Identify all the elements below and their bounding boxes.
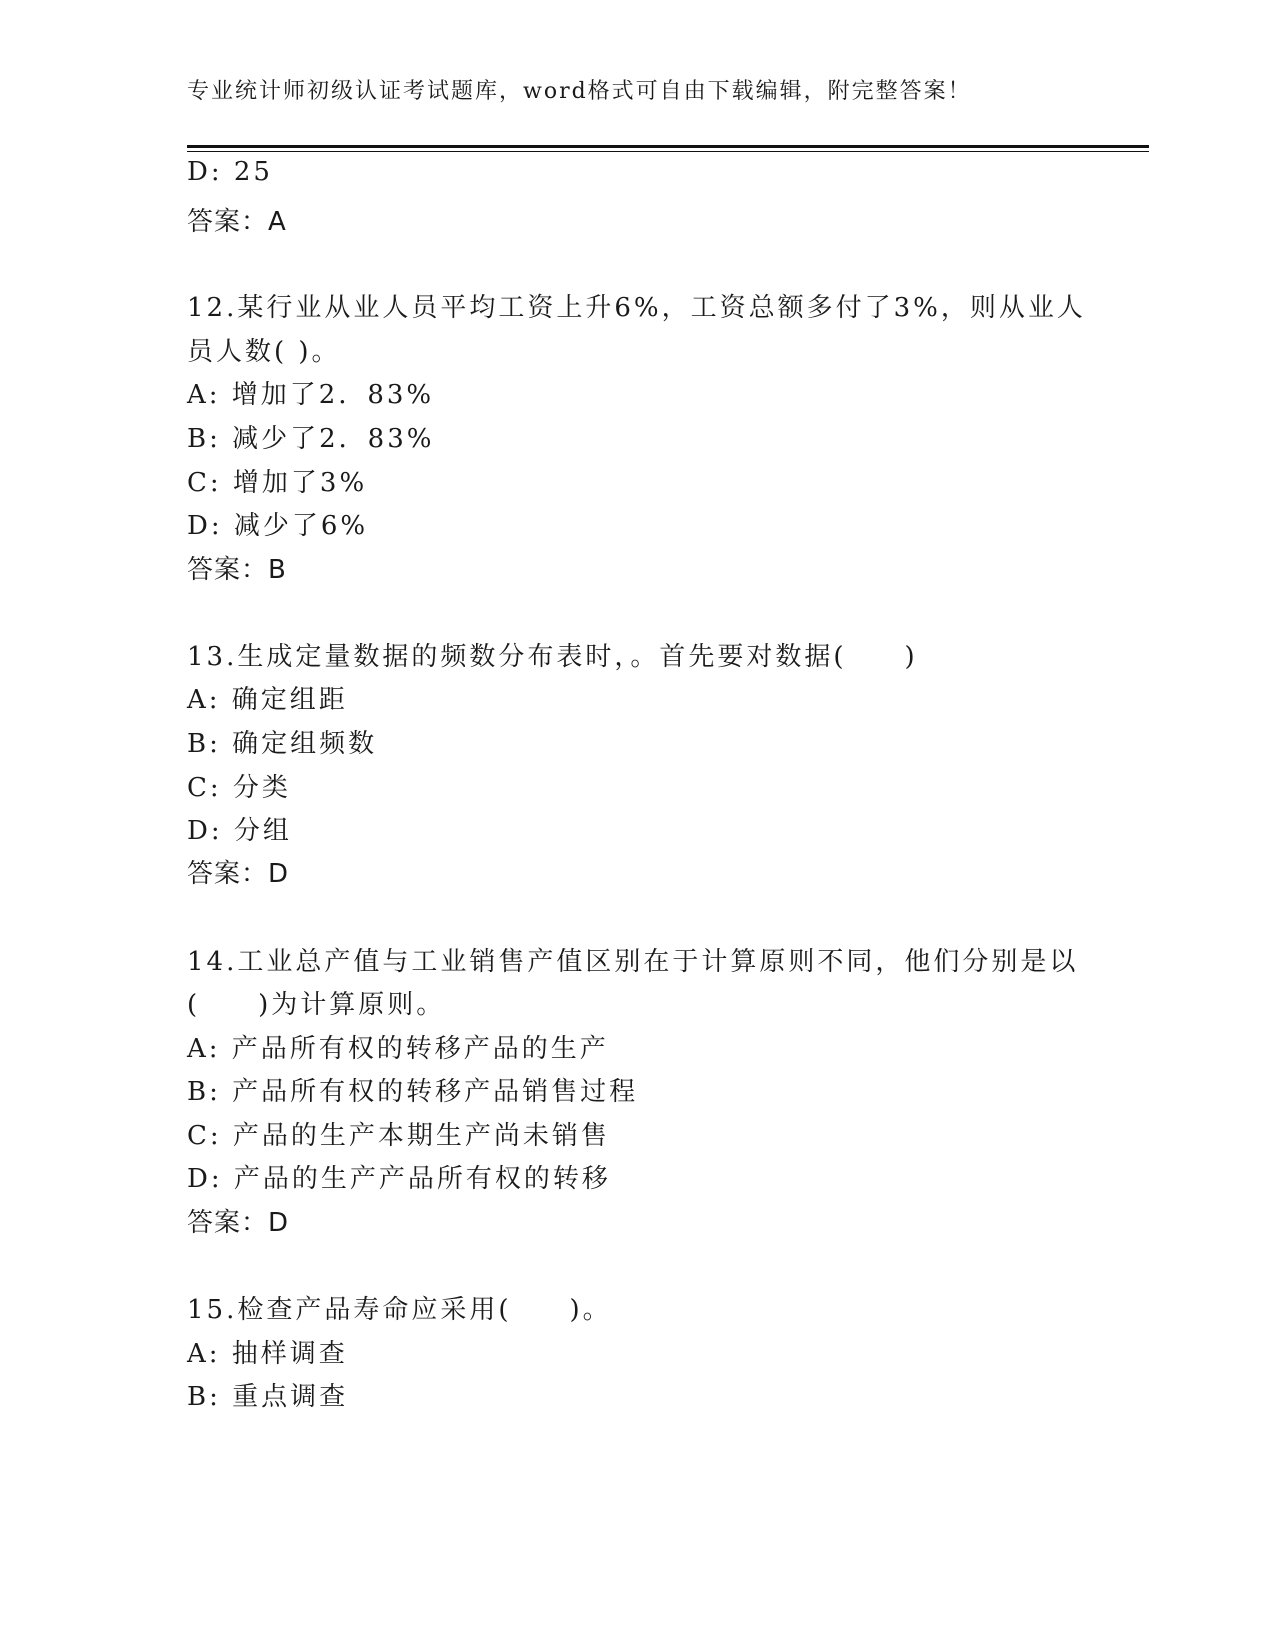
header-rule-thick (187, 145, 1149, 148)
q12-stem-line1: 12.某行业从业人员平均工资上升6%，工资总额多付了3%，则从业人 (187, 293, 1086, 323)
page-header: 专业统计师初级认证考试题库，word格式可自由下载编辑，附完整答案！ (187, 79, 972, 104)
q12-option-b: B: 减少了2．83% (187, 424, 435, 454)
q14-answer: 答案：D (187, 1208, 290, 1238)
q13-option-b: B: 确定组频数 (187, 729, 378, 759)
q14-stem-line1: 14.工业总产值与工业销售产值区别在于计算原则不同，他们分别是以 (187, 947, 1079, 977)
q14-option-c: C: 产品的生产本期生产尚未销售 (187, 1121, 610, 1151)
q13-option-c: C: 分类 (187, 773, 291, 803)
q14-option-a: A: 产品所有权的转移产品的生产 (187, 1034, 609, 1064)
q12-answer: 答案：B (187, 555, 287, 585)
q12-option-d: D: 减少了6% (187, 511, 369, 541)
q12-stem-line2: 员人数( )。 (187, 337, 341, 367)
q12-option-c: C: 增加了3% (187, 468, 368, 498)
q14-stem-line2: ( )为计算原则。 (187, 990, 446, 1020)
q13-answer: 答案：D (187, 859, 290, 889)
header-rule-thin (187, 151, 1149, 152)
prev-option-d: D: 25 (187, 157, 273, 187)
q15-option-b: B: 重点调查 (187, 1382, 349, 1412)
q13-option-d: D: 分组 (187, 816, 292, 846)
q14-option-d: D: 产品的生产产品所有权的转移 (187, 1164, 611, 1194)
q13-stem-line1: 13.生成定量数据的频数分布表时，。首先要对数据( ) (187, 642, 918, 672)
q15-option-a: A: 抽样调查 (187, 1339, 348, 1369)
q12-option-a: A: 增加了2．83% (187, 380, 435, 410)
prev-answer: 答案：A (187, 207, 287, 237)
q14-option-b: B: 产品所有权的转移产品销售过程 (187, 1077, 639, 1107)
q13-option-a: A: 确定组距 (187, 685, 348, 715)
q15-stem-line1: 15.检查产品寿命应采用( )。 (187, 1295, 612, 1325)
